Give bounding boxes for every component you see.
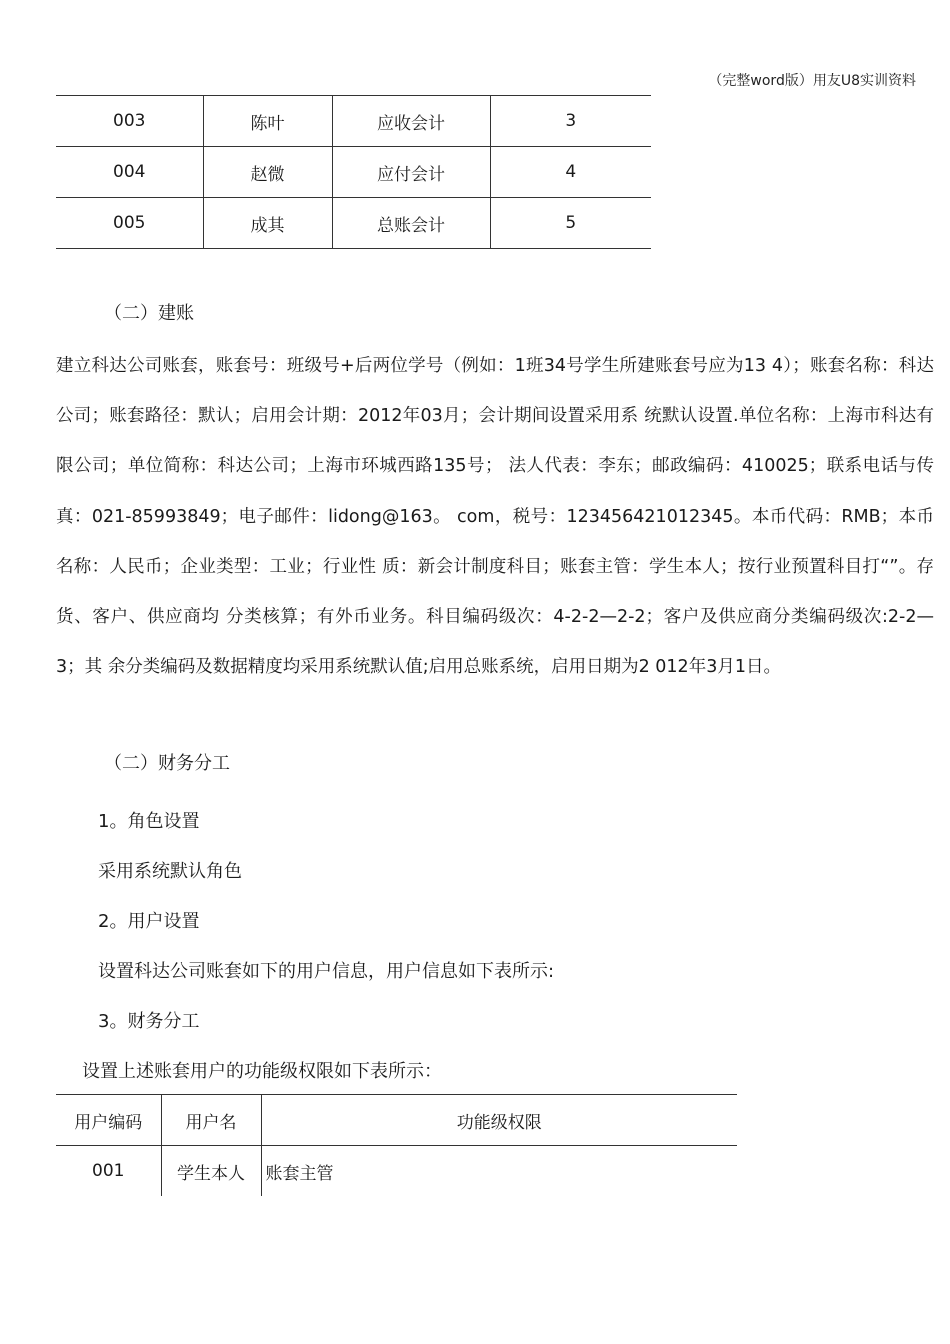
user-name-cell: 学生本人 (161, 1146, 261, 1197)
user-code-cell: 001 (92, 1161, 125, 1181)
finance-division-text: 设置上述账套用户的功能级权限如下表所示： (82, 1061, 442, 1082)
number-cell: 4 (490, 147, 651, 198)
table-row (56, 147, 651, 198)
role-setting-text: 采用系统默认角色 (98, 861, 242, 882)
document-header-note: （完整word版）用友U8实训资料 (708, 73, 916, 89)
user-name-cell: 陈叶 (203, 96, 332, 147)
user-name-cell: 成其 (203, 198, 332, 249)
header-permission: 功能级权限 (261, 1095, 737, 1146)
role-cell: 应付会计 (332, 147, 490, 198)
build-account-paragraph: 建立科达公司账套，账套号：班级号+后两位学号（例如：1班34号学生所建账套号应为13 4）；账套名称：科达公司；账套路径：默认；启用会计期：2012年03月；会计期间设置采用系 统默认设置.单位名称：上海市科达有限公司；单位简称：科达公司；上海市环城西路135号； 法人代表：李东；邮政编码：410025；联系电话与传真：021-85993849；电子邮件：lidong@163。 com，税号：123456421012345。本币代码：RMB；本币名称：人民币；企业类型：工业；行业性 质：新会计制度科目；账套主管：学生本人；按行业预置科目打“”。存货、客户、供应商均 分类核算；有外币业务。科目编码级次：4-2-2—2-2；客户及供应商分类编码级次:2-2—3；其 余分类编码及数据精度均采用系统默认值;启用总账系统，启用日期为2 012年3月1日。 (56, 356, 934, 678)
role-cell: 应收会计 (332, 96, 490, 147)
permission-table (56, 1094, 737, 1196)
user-code-cell: 005 (56, 198, 203, 249)
role-cell: 总账会计 (332, 198, 490, 249)
role-setting-heading: 1。角色设置 (98, 811, 200, 832)
user-role-table (56, 95, 651, 249)
user-setting-heading: 2。用户设置 (98, 911, 200, 932)
user-name-cell: 赵微 (203, 147, 332, 198)
finance-division-heading: 3。财务分工 (98, 1011, 200, 1032)
header-user-code: 用户编码 (56, 1095, 161, 1146)
permission-cell: 账套主管 (261, 1146, 737, 1197)
section-heading-finance: （二）财务分工 (104, 753, 230, 774)
user-code-cell: 003 (56, 96, 203, 147)
table-row (56, 1146, 737, 1197)
user-setting-text: 设置科达公司账套如下的用户信息，用户信息如下表所示: (98, 961, 555, 982)
table-header-row (56, 1095, 737, 1146)
table-row (56, 96, 651, 147)
table-row (56, 198, 651, 249)
header-user-name: 用户名 (161, 1095, 261, 1146)
section-heading-build: （二）建账 (104, 303, 194, 324)
user-code-cell: 004 (56, 147, 203, 198)
number-cell: 3 (490, 96, 651, 147)
number-cell: 5 (490, 198, 651, 249)
